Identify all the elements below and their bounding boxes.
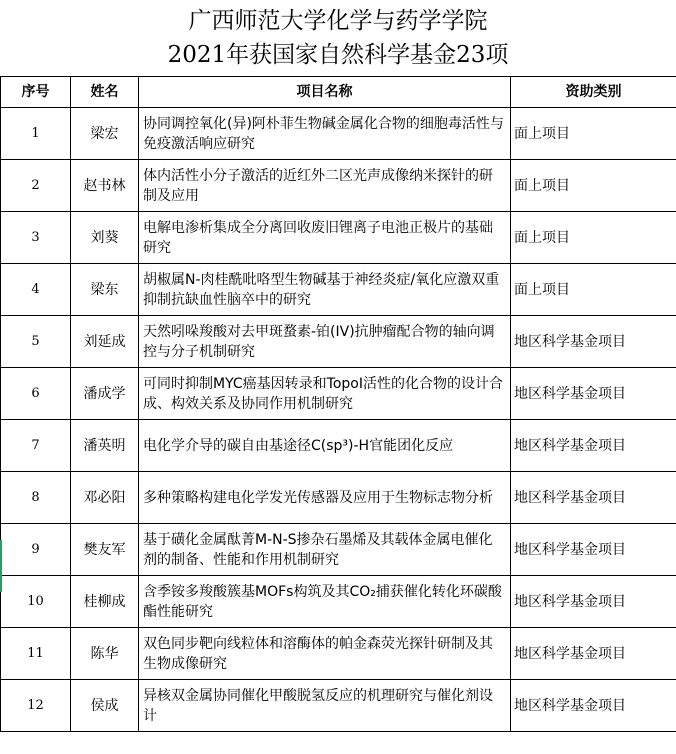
table-row — [1, 368, 676, 420]
header-type: 资助类别 — [511, 77, 676, 108]
cell-number[interactable]: 7 — [1, 420, 71, 472]
cell-name[interactable]: 刘延成 — [71, 316, 139, 368]
table-row — [1, 264, 676, 316]
cell-name[interactable]: 樊友军 — [71, 524, 139, 576]
cell-name[interactable]: 邓必阳 — [71, 472, 139, 524]
cell-type[interactable]: 面上项目 — [511, 264, 676, 316]
funding-table — [0, 76, 676, 732]
document-title — [0, 0, 676, 76]
cell-type[interactable]: 地区科学基金项目 — [511, 316, 676, 368]
cell-name[interactable]: 赵书林 — [71, 160, 139, 212]
cell-number[interactable]: 6 — [1, 368, 71, 420]
cell-number[interactable]: 1 — [1, 108, 71, 160]
cell-name[interactable]: 侯成 — [71, 680, 139, 732]
table-row — [1, 472, 676, 524]
header-project: 项目名称 — [139, 77, 511, 108]
table-row — [1, 108, 676, 160]
cell-project[interactable]: 异核双金属协同催化甲酸脱氢反应的机理研究与催化剂设计 — [139, 680, 511, 732]
cell-project[interactable]: 可同时抑制MYC癌基因转录和TopoI活性的化合物的设计合成、构效关系及协同作用机制研究 — [139, 368, 511, 420]
cell-type[interactable]: 地区科学基金项目 — [511, 576, 676, 628]
cell-number[interactable]: 11 — [1, 628, 71, 680]
cell-project[interactable]: 协同调控氧化(异)阿朴菲生物碱金属化合物的细胞毒活性与免疫激活响应研究 — [139, 108, 511, 160]
table-row — [1, 316, 676, 368]
cell-project[interactable]: 双色同步靶向线粒体和溶酶体的帕金森荧光探针研制及其生物成像研究 — [139, 628, 511, 680]
cell-project[interactable]: 含季铵多羧酸簇基MOFs构筑及其CO₂捕获催化转化环碳酸酯性能研究 — [139, 576, 511, 628]
title-line-1: 广西师范大学化学与药学学院 — [188, 8, 488, 34]
table-row — [1, 524, 676, 576]
cell-project[interactable]: 基于磺化金属酞菁M-N-S掺杂石墨烯及其载体金属电催化剂的制备、性能和作用机制研究 — [139, 524, 511, 576]
cell-project[interactable]: 多种策略构建电化学发光传感器及应用于生物标志物分析 — [139, 472, 511, 524]
header-row — [1, 77, 676, 108]
cell-number[interactable]: 9 — [1, 524, 71, 576]
cell-type[interactable]: 地区科学基金项目 — [511, 420, 676, 472]
title-line-2: 2021年获国家自然科学基金23项 — [167, 42, 509, 68]
cell-name[interactable]: 刘葵 — [71, 212, 139, 264]
cell-number[interactable]: 3 — [1, 212, 71, 264]
cell-type[interactable]: 地区科学基金项目 — [511, 368, 676, 420]
cell-number[interactable]: 12 — [1, 680, 71, 732]
table-row — [1, 680, 676, 732]
cell-name[interactable]: 潘英明 — [71, 420, 139, 472]
cell-type[interactable]: 地区科学基金项目 — [511, 524, 676, 576]
cell-type[interactable]: 面上项目 — [511, 108, 676, 160]
header-name: 姓名 — [71, 77, 139, 108]
cell-number[interactable]: 5 — [1, 316, 71, 368]
cell-project[interactable]: 体内活性小分子激活的近红外二区光声成像纳米探针的研制及应用 — [139, 160, 511, 212]
cell-number[interactable]: 2 — [1, 160, 71, 212]
cell-project[interactable]: 胡椒属N-肉桂酰吡咯型生物碱基于神经炎症/氧化应激双重抑制抗缺血性脑卒中的研究 — [139, 264, 511, 316]
cell-name[interactable]: 梁宏 — [71, 108, 139, 160]
cell-type[interactable]: 地区科学基金项目 — [511, 628, 676, 680]
cell-number[interactable]: 10 — [1, 576, 71, 628]
table-row — [1, 212, 676, 264]
table-row — [1, 628, 676, 680]
cell-type[interactable]: 地区科学基金项目 — [511, 472, 676, 524]
cell-project[interactable]: 电化学介导的碳自由基途径C(sp³)-H官能团化反应 — [139, 420, 511, 472]
cell-type[interactable]: 面上项目 — [511, 160, 676, 212]
table-row — [1, 420, 676, 472]
header-number: 序号 — [1, 77, 71, 108]
cell-project[interactable]: 天然吲哚羧酸对去甲斑蝥素-铂(IV)抗肿瘤配合物的轴向调控与分子机制研究 — [139, 316, 511, 368]
cell-project[interactable]: 电解电渗析集成全分离回收废旧锂离子电池正极片的基础研究 — [139, 212, 511, 264]
cell-name[interactable]: 陈华 — [71, 628, 139, 680]
cell-name[interactable]: 潘成学 — [71, 368, 139, 420]
cell-type[interactable]: 面上项目 — [511, 212, 676, 264]
cell-name[interactable]: 桂柳成 — [71, 576, 139, 628]
table-row — [1, 576, 676, 628]
cell-name[interactable]: 梁东 — [71, 264, 139, 316]
cell-type[interactable]: 地区科学基金项目 — [511, 680, 676, 732]
selection-indicator — [0, 540, 2, 592]
table-row — [1, 160, 676, 212]
cell-number[interactable]: 4 — [1, 264, 71, 316]
cell-number[interactable]: 8 — [1, 472, 71, 524]
